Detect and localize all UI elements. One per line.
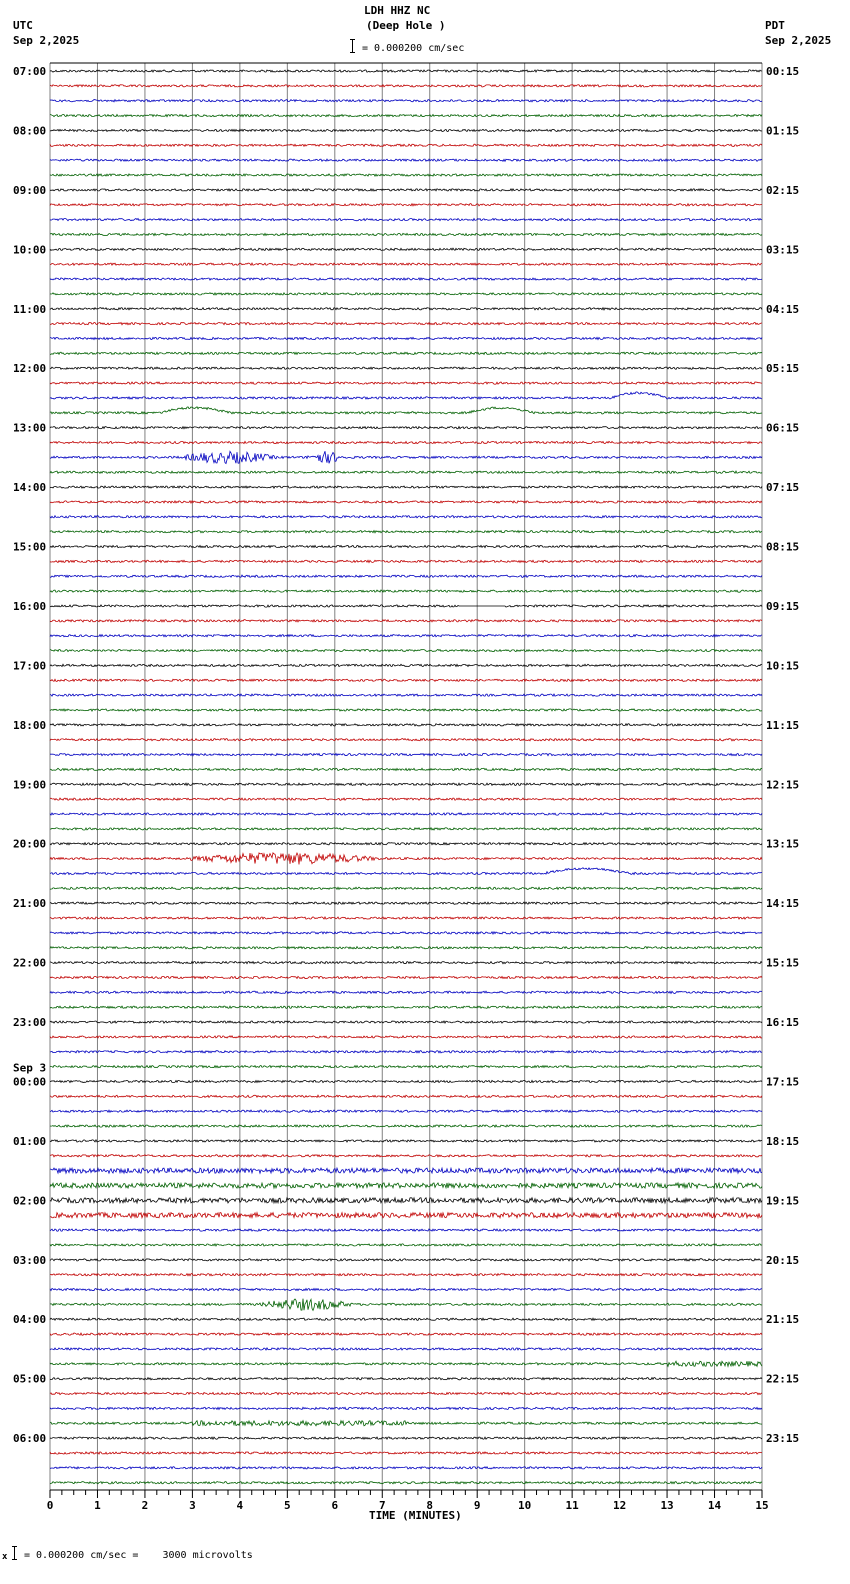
seismic-trace [50,783,762,785]
seismic-trace [50,917,762,919]
pdt-hour-label: 06:15 [766,421,800,435]
utc-hour-label: 16:00 [13,599,47,613]
seismic-trace [50,159,762,161]
seismic-trace [50,129,762,131]
seismic-trace [50,545,762,547]
seismic-trace [50,1021,762,1023]
utc-hour-label: 13:00 [13,421,47,435]
x-tick-label: 0 [46,1499,54,1512]
seismic-trace [50,1482,762,1484]
pdt-hour-label: 11:15 [766,718,800,732]
seismic-trace [50,337,762,339]
pdt-hour-label: 18:15 [766,1134,800,1148]
seismic-trace [50,605,762,607]
seismic-trace [50,768,762,770]
utc-hour-label: 02:00 [13,1194,47,1208]
seismic-trace [50,323,762,325]
seismic-trace [50,575,762,577]
x-tick-label: 4 [236,1499,244,1512]
pdt-hour-label: 03:15 [766,243,800,257]
seismic-trace [50,1155,762,1157]
seismic-trace [50,1318,762,1320]
seismic-trace [50,516,762,518]
x-tick-label: 15 [755,1499,769,1512]
seismic-trace [50,115,762,117]
seismic-trace [50,144,762,146]
seismic-trace [50,278,762,280]
seismic-trace [50,85,762,87]
pdt-hour-label: 05:15 [766,362,800,376]
seismic-trace [50,1244,762,1246]
scale-label: = 0.000200 cm/sec [362,43,465,54]
utc-hour-label: 06:00 [13,1432,47,1446]
seismic-trace [50,486,762,488]
pdt-hour-label: 12:15 [766,778,800,792]
seismic-trace [50,233,762,235]
utc-hour-label: 22:00 [13,956,47,970]
seismic-trace [50,382,762,384]
x-tick-label: 8 [426,1499,434,1512]
seismic-trace [50,100,762,102]
seismic-trace [50,843,762,845]
seismic-trace [50,471,762,473]
pdt-hour-label: 19:15 [766,1194,800,1208]
pdt-hour-label: 23:15 [766,1432,800,1446]
seismic-trace [50,352,762,354]
seismic-trace [50,1051,762,1053]
pdt-hour-label: 07:15 [766,481,800,495]
seismic-trace [50,932,762,934]
chart-title: LDH HHZ NC [364,4,431,17]
seismic-trace [50,1274,762,1276]
x-tick-label: 10 [518,1499,532,1512]
seismic-trace [50,962,762,964]
seismic-trace [50,976,762,978]
seismic-trace [50,1361,762,1366]
seismic-trace [50,1066,762,1068]
utc-hour-label: 17:00 [13,659,47,673]
pdt-hour-label: 00:15 [766,65,800,78]
seismic-trace [50,70,762,72]
seismic-trace [50,635,762,637]
x-tick-label: 5 [284,1499,291,1512]
seismic-trace [50,1095,762,1097]
pdt-hour-label: 17:15 [766,1075,800,1089]
pdt-hour-label: 02:15 [766,183,800,197]
seismic-trace [50,1348,762,1350]
seismic-trace [50,853,762,865]
pdt-hour-label: 10:15 [766,659,800,673]
seismic-trace [50,1213,762,1218]
utc-hour-label: 10:00 [13,243,47,257]
seismic-trace [50,1080,762,1082]
seismic-trace [50,724,762,726]
left-date: Sep 2,2025 [13,34,80,47]
x-tick-label: 2 [141,1499,149,1512]
seismic-trace [50,1168,762,1173]
seismic-trace [50,1437,762,1439]
right-timezone: PDT [765,19,785,32]
seismic-trace [50,1259,762,1261]
seismic-trace [50,1140,762,1142]
seismic-trace [50,1006,762,1008]
footer-scale-label: = 0.000200 cm/sec = 3000 microvolts [24,1550,253,1561]
seismic-trace [50,308,762,310]
utc-hour-label: 19:00 [13,778,47,792]
utc-hour-label: 14:00 [13,481,47,495]
pdt-hour-label: 15:15 [766,956,800,970]
x-tick-label: 9 [473,1499,481,1512]
seismic-trace [50,887,762,889]
seismic-trace [50,204,762,206]
utc-hour-label: 09:00 [13,183,47,197]
pdt-hour-label: 13:15 [766,837,800,851]
seismic-trace [50,560,762,562]
x-tick-label: 6 [331,1499,339,1512]
seismic-trace [50,1036,762,1038]
seismic-trace [50,248,762,250]
x-tick-label: 13 [660,1499,674,1512]
footer-scale-bar-icon [14,1546,15,1560]
seismic-trace [50,263,762,265]
seismic-trace [50,991,762,993]
seismic-trace [50,620,762,622]
seismic-trace [50,1183,762,1188]
utc-hour-label: 20:00 [13,837,47,851]
left-timezone: UTC [13,19,33,32]
seismic-trace [50,501,762,503]
seismic-trace [50,868,762,875]
seismic-trace [50,590,762,592]
pdt-hour-label: 01:15 [766,124,800,138]
seismic-trace [50,293,762,295]
utc-hour-label: 21:00 [13,897,47,911]
utc-hour-label: 11:00 [13,302,47,316]
seismic-trace [50,828,762,830]
utc-hour-label: 12:00 [13,362,47,376]
seismic-trace [50,367,762,369]
seismic-trace [50,407,762,414]
seismic-trace [50,174,762,176]
seismic-trace [50,441,762,443]
seismic-trace [50,1110,762,1112]
x-axis-label: TIME (MINUTES) [369,1509,462,1522]
seismic-trace [50,649,762,651]
utc-hour-label: 15:00 [13,540,47,554]
x-tick-label: 7 [378,1499,386,1512]
x-tick-label: 12 [612,1499,627,1512]
utc-hour-label: 07:00 [13,65,47,78]
seismic-trace [50,1467,762,1469]
pdt-hour-label: 16:15 [766,1016,800,1030]
utc-hour-label: 01:00 [13,1134,47,1148]
pdt-hour-label: 20:15 [766,1253,800,1267]
seismic-trace [50,709,762,711]
seismic-trace [50,1333,762,1335]
seismic-trace [50,798,762,800]
pdt-hour-label: 04:15 [766,302,800,316]
right-date: Sep 2,2025 [765,34,832,47]
seismic-trace [50,739,762,741]
seismic-trace [50,902,762,904]
date-change-label: Sep 3 [13,1061,47,1075]
seismic-trace [50,1421,762,1426]
seismic-trace [50,1198,762,1203]
seismic-trace [50,947,762,949]
utc-hour-label: 18:00 [13,718,47,732]
utc-hour-label: 03:00 [13,1253,47,1267]
seismic-trace [50,1452,762,1454]
seismic-trace [50,664,762,666]
pdt-hour-label: 09:15 [766,599,800,613]
seismic-trace [50,219,762,221]
seismic-trace [50,1299,762,1311]
pdt-hour-label: 08:15 [766,540,800,554]
seismic-trace [50,451,762,463]
seismic-trace [50,1407,762,1409]
seismic-trace [50,531,762,533]
seismic-trace [50,392,762,399]
chart-subtitle: (Deep Hole ) [366,19,446,32]
utc-hour-label: 08:00 [13,124,47,138]
seismic-trace [50,189,762,191]
utc-hour-label: 04:00 [13,1313,47,1327]
seismic-trace [50,694,762,696]
utc-hour-label: 00:00 [13,1075,47,1089]
utc-hour-label: 23:00 [13,1016,47,1030]
pdt-hour-label: 21:15 [766,1313,800,1327]
pdt-hour-label: 22:15 [766,1372,800,1386]
x-tick-label: 11 [565,1499,579,1512]
seismic-trace [50,427,762,429]
seismic-trace [50,1229,762,1231]
seismic-trace [50,813,762,815]
seismic-trace [50,1288,762,1290]
footer-x-mark: x [2,1552,8,1562]
pdt-hour-label: 14:15 [766,897,800,911]
seismic-trace [50,1125,762,1127]
x-tick-label: 1 [94,1499,101,1512]
x-tick-label: 14 [707,1499,722,1512]
seismic-trace [50,754,762,756]
utc-hour-label: 05:00 [13,1372,47,1386]
seismic-trace [50,679,762,681]
x-tick-label: 3 [189,1499,196,1512]
seismic-trace [50,1392,762,1394]
seismic-trace [50,1378,762,1380]
